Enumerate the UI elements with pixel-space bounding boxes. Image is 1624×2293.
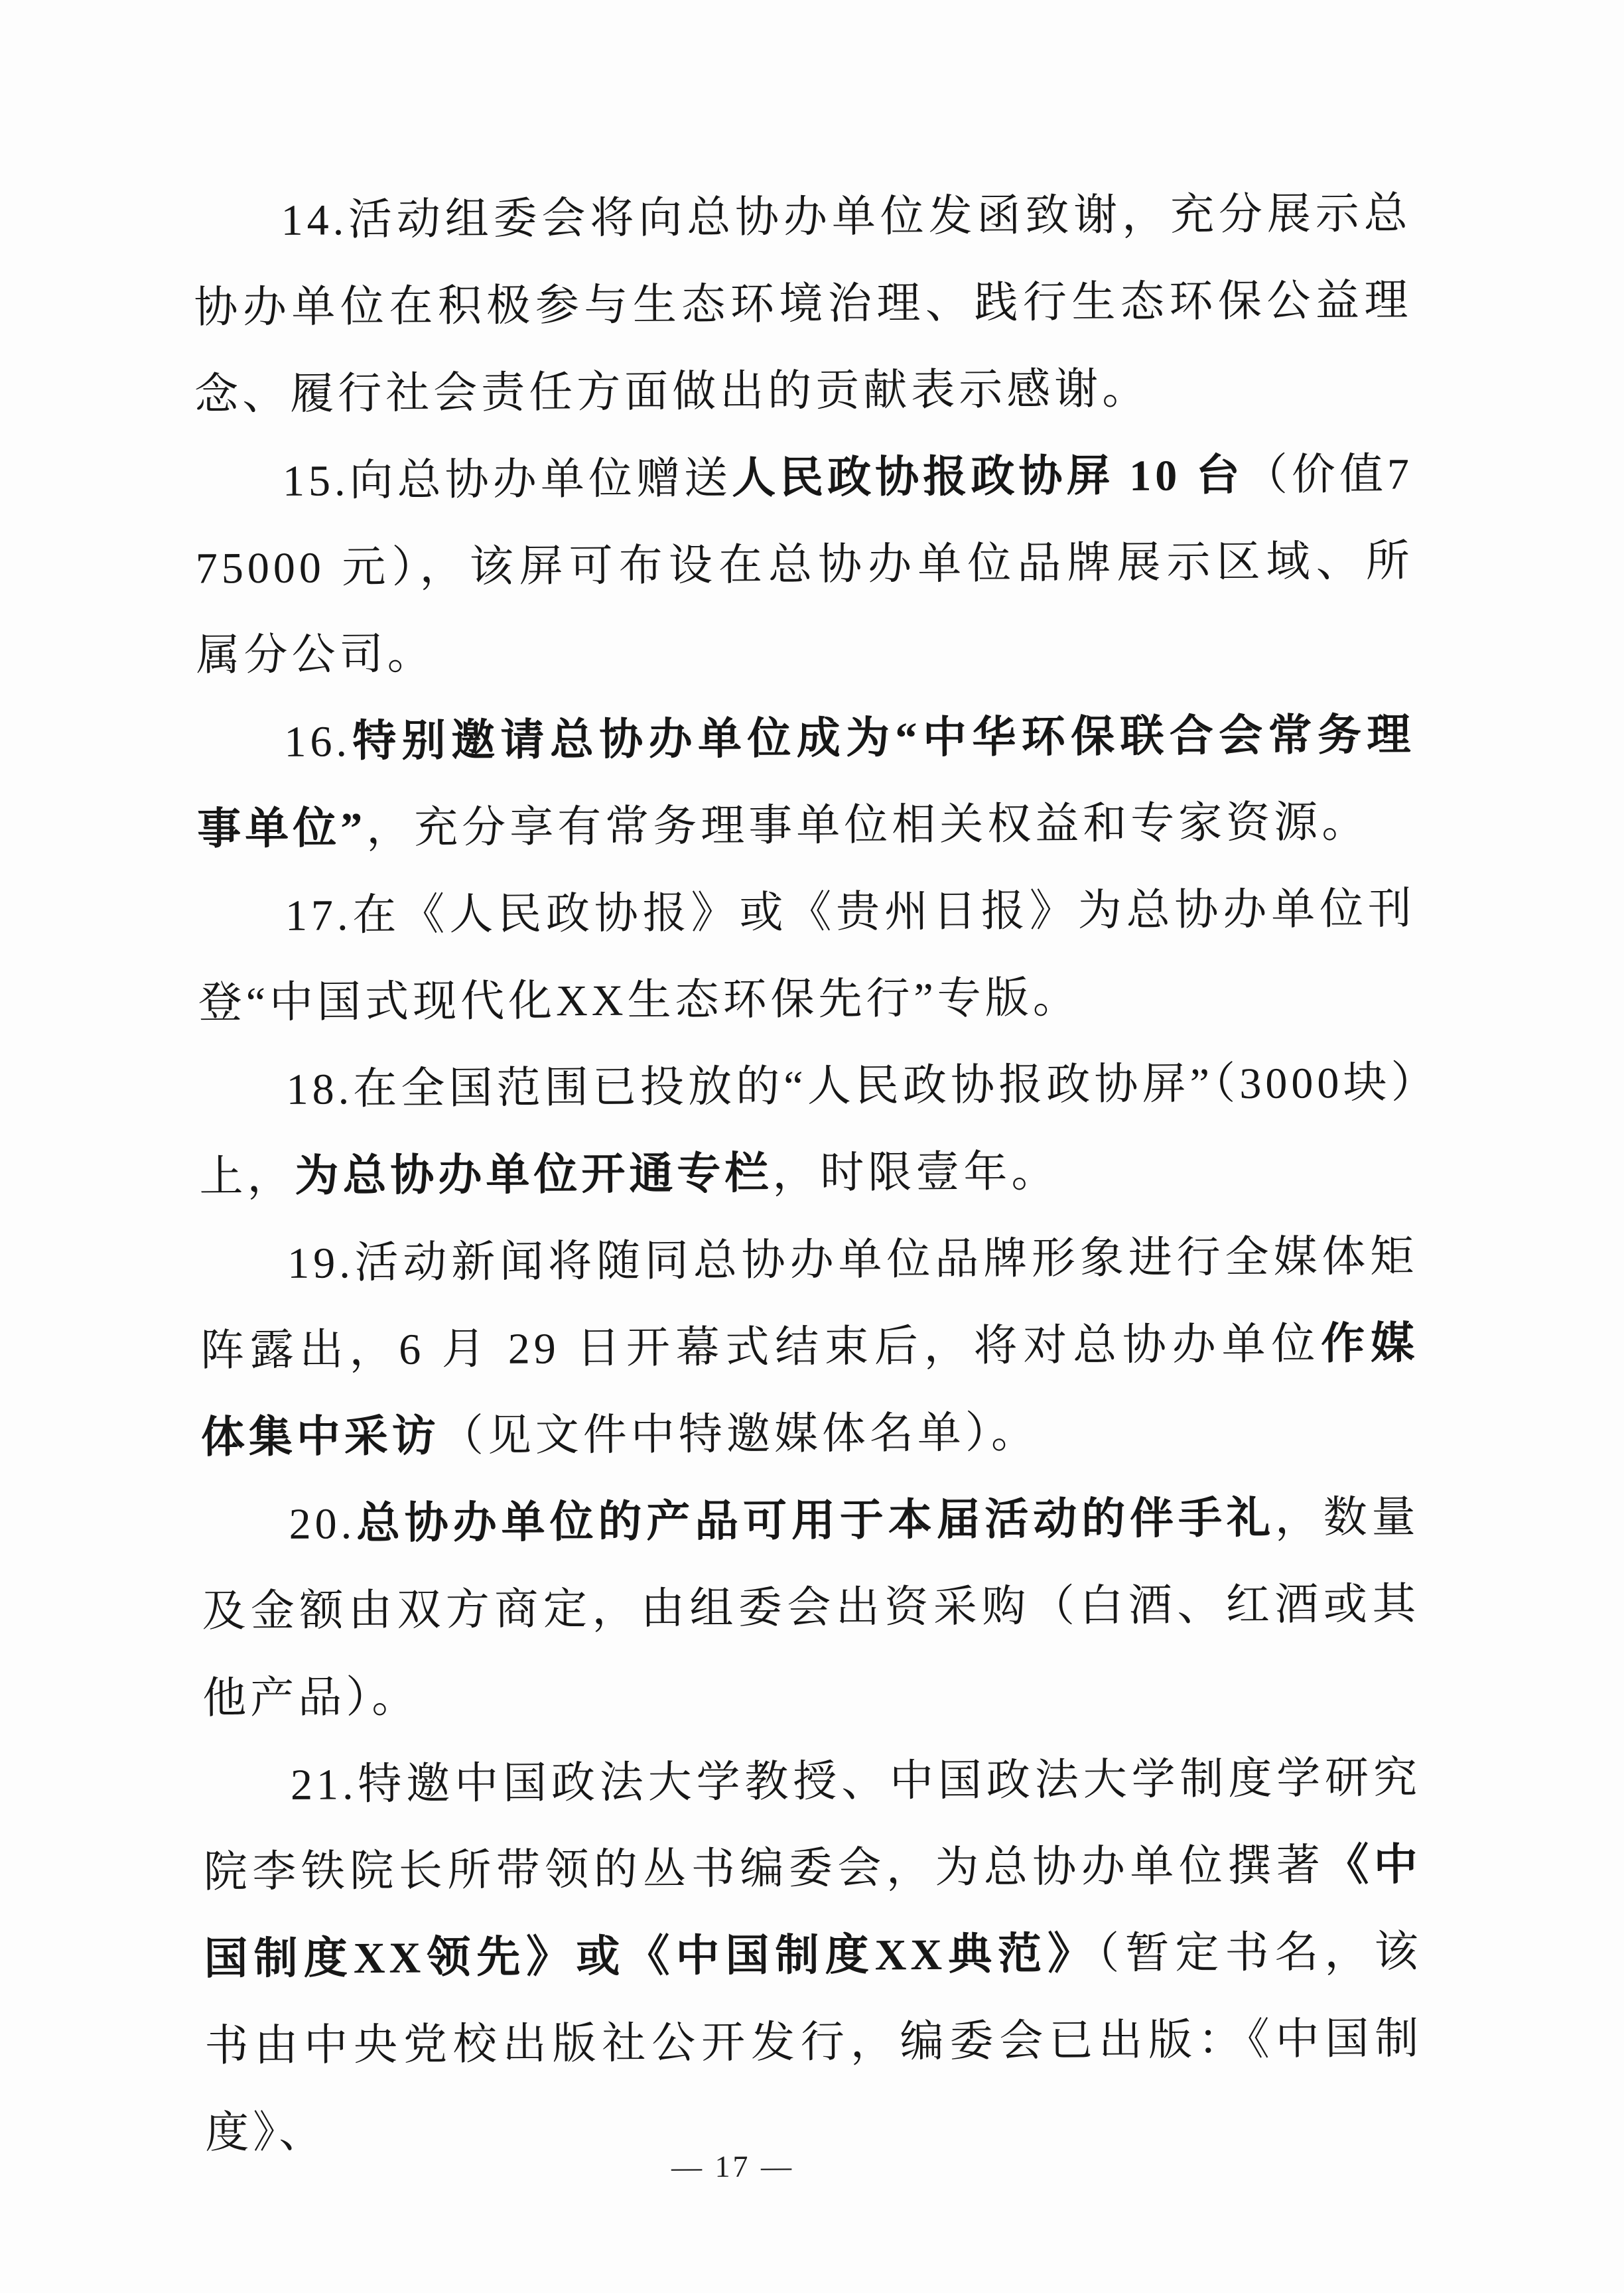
paragraph-item-15 bbox=[195, 431, 1414, 699]
text-segment: 20. bbox=[289, 1499, 356, 1549]
text-segment: 15.向总协办单位赠送 bbox=[282, 454, 732, 506]
text-segment-bold: 作媒体集中采访 bbox=[200, 1319, 1419, 1462]
text-segment: （价值775000 元），该屏可布设在总协办单位品牌展示区域、所属分公司。 bbox=[195, 450, 1414, 680]
text-segment-bold: 人民政协报政协屏 10 台 bbox=[731, 451, 1245, 503]
paragraph-item-17 bbox=[198, 865, 1417, 1046]
text-segment: 19.活动新闻将随同总协办单位品牌形象进行全媒体矩阵露出，6 月 29 日开幕式结束后，将对总协办单位 bbox=[200, 1232, 1418, 1375]
text-segment: ，时限壹年。 bbox=[772, 1147, 1059, 1198]
text-segment: 16. bbox=[284, 717, 352, 766]
paragraph-item-21 bbox=[203, 1734, 1424, 2176]
text-segment: ，数量及金额由双方商定，由组委会出资采购（白酒、红酒或其他产品）。 bbox=[202, 1493, 1420, 1723]
text-segment: ，充分享有常务理事单位相关权益和专家资源。 bbox=[366, 798, 1370, 853]
text-segment: （暂定书名，该书由中央党校出版社公开发行，编委会已出版：《中国制度》、 bbox=[204, 1927, 1423, 2158]
text-segment: 17.在《人民政协报》或《贵州日报》为总协办单位刊登“中国式现代化XX生态环保先行”专版。 bbox=[198, 884, 1416, 1028]
text-segment-bold: 总协办单位的产品可用于本届活动的伴手礼 bbox=[355, 1494, 1276, 1549]
text-segment: 18.在全国范围已投放的“人民政协报政协屏”（3000块）上， bbox=[199, 1058, 1417, 1202]
text-segment-bold: 为总协办单位开通专栏 bbox=[295, 1149, 773, 1201]
paragraph-item-20 bbox=[201, 1474, 1420, 1742]
paragraph-item-14 bbox=[193, 170, 1412, 438]
paragraph-item-19 bbox=[200, 1213, 1419, 1481]
paragraph-item-18 bbox=[198, 1039, 1418, 1220]
document-body bbox=[193, 170, 1423, 2176]
text-segment: （见文件中特邀媒体名单）。 bbox=[439, 1408, 1040, 1461]
text-segment-bold: 《中国制度XX领先》或《中国制度XX典范》 bbox=[204, 1841, 1422, 1984]
text-segment: 21.特邀中国政法大学教授、中国政法大学制度学研究院李铁院长所带领的丛书编委会，为总协办单位撰著 bbox=[203, 1754, 1422, 1897]
text-segment-bold: 特别邀请总协办单位成为“中华环保联合会常务理事单位” bbox=[197, 711, 1415, 854]
page-number: — 17 — bbox=[671, 2149, 795, 2184]
text-segment: 14.活动组委会将向总协办单位发函致谢，充分展示总协办单位在积极参与生态环境治理、践行生态环保公益理念、履行社会责任方面做出的贡献表示感谢。 bbox=[194, 189, 1412, 419]
paragraph-item-16 bbox=[196, 691, 1416, 872]
